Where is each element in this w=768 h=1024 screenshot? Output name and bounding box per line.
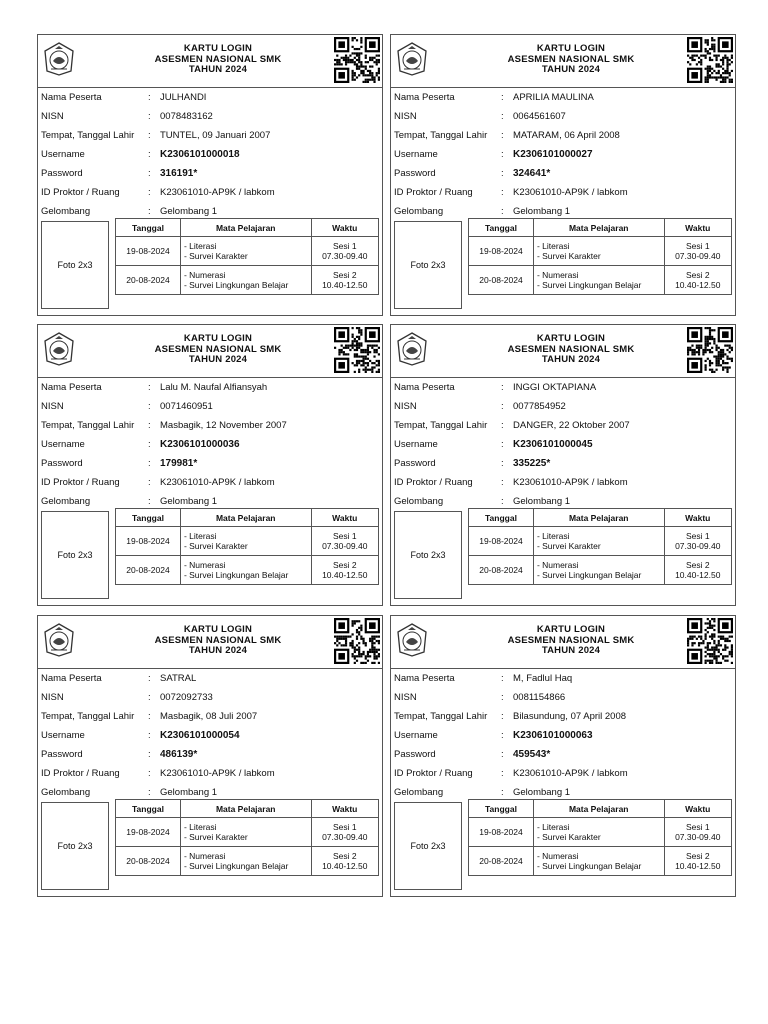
schedule-row bbox=[116, 556, 379, 585]
gelombang-value: Gelombang 1 bbox=[513, 787, 571, 798]
card-title-line1: KARTU LOGIN bbox=[183, 333, 253, 344]
schedule-subject: - Literasi - Survei Karakter bbox=[533, 237, 664, 266]
schedule-header-cell: Mata Pelajaran bbox=[533, 800, 664, 818]
card-title-line3: TAHUN 2024 bbox=[541, 645, 601, 656]
card-header bbox=[391, 616, 735, 669]
password-value: 324641* bbox=[513, 168, 551, 179]
logo bbox=[41, 41, 77, 77]
qr-code bbox=[334, 327, 380, 373]
card-title-line1: KARTU LOGIN bbox=[183, 43, 253, 54]
card-title-line3: TAHUN 2024 bbox=[541, 64, 601, 75]
schedule-date: 20-08-2024 bbox=[116, 556, 181, 585]
colon: : bbox=[148, 496, 151, 507]
qr-code-icon bbox=[334, 618, 380, 664]
tempat-tanggal-lahir-label: Tempat, Tanggal Lahir bbox=[394, 420, 488, 431]
id-proktor-ruang-label: ID Proktor / Ruang bbox=[41, 477, 120, 488]
schedule-subject: - Literasi - Survei Karakter bbox=[180, 237, 311, 266]
colon: : bbox=[501, 401, 504, 412]
colon: : bbox=[148, 401, 151, 412]
qr-code-icon bbox=[334, 37, 380, 83]
card-title bbox=[461, 625, 681, 657]
schedule-date: 19-08-2024 bbox=[116, 818, 181, 847]
colon: : bbox=[501, 673, 504, 684]
username-label: Username bbox=[41, 149, 85, 160]
schedule-time: Sesi 1 07.30-09.40 bbox=[311, 818, 379, 847]
colon: : bbox=[148, 711, 151, 722]
schedule-time: Sesi 2 10.40-12.50 bbox=[311, 266, 379, 295]
colon: : bbox=[148, 206, 151, 217]
nisn-value: 0064561607 bbox=[513, 111, 566, 122]
schedule-header-cell: Mata Pelajaran bbox=[533, 219, 664, 237]
colon: : bbox=[148, 111, 151, 122]
card-title-line2: ASESMEN NASIONAL SMK bbox=[154, 634, 282, 646]
schedule-subject: - Numerasi - Survei Lingkungan Belajar bbox=[180, 847, 311, 876]
schedule-header-cell: Tanggal bbox=[469, 219, 534, 237]
gelombang-value: Gelombang 1 bbox=[160, 206, 218, 217]
schedule-header-cell: Tanggal bbox=[469, 800, 534, 818]
logo bbox=[41, 622, 77, 658]
colon: : bbox=[501, 149, 504, 160]
schedule-subject: - Numerasi - Survei Lingkungan Belajar bbox=[533, 847, 664, 876]
logo bbox=[394, 331, 430, 367]
schedule-row bbox=[469, 847, 732, 876]
nisn-value: 0072092733 bbox=[160, 692, 213, 703]
schedule-header-cell: Tanggal bbox=[469, 509, 534, 527]
card-title bbox=[461, 44, 681, 76]
schedule-header-cell: Tanggal bbox=[116, 219, 181, 237]
schedule-subject: - Literasi - Survei Karakter bbox=[533, 818, 664, 847]
colon: : bbox=[148, 382, 151, 393]
schedule-time: Sesi 1 07.30-09.40 bbox=[664, 527, 732, 556]
nama-peserta-label: Nama Peserta bbox=[41, 382, 102, 393]
colon: : bbox=[501, 439, 504, 450]
schedule-date: 19-08-2024 bbox=[469, 818, 534, 847]
logo bbox=[394, 622, 430, 658]
colon: : bbox=[148, 149, 151, 160]
schedule-time: Sesi 1 07.30-09.40 bbox=[311, 527, 379, 556]
password-value: 335225* bbox=[513, 458, 551, 469]
qr-code bbox=[334, 618, 380, 664]
password-label: Password bbox=[394, 749, 436, 760]
username-value: K2306101000045 bbox=[513, 439, 593, 450]
gelombang-label: Gelombang bbox=[41, 496, 91, 507]
logo bbox=[41, 331, 77, 367]
colon: : bbox=[148, 439, 151, 450]
qr-code-icon bbox=[687, 37, 733, 83]
qr-code-icon bbox=[687, 327, 733, 373]
schedule-subject: - Numerasi - Survei Lingkungan Belajar bbox=[180, 266, 311, 295]
colon: : bbox=[501, 92, 504, 103]
tempat-tanggal-lahir-label: Tempat, Tanggal Lahir bbox=[41, 130, 135, 141]
tempat-tanggal-lahir-label: Tempat, Tanggal Lahir bbox=[41, 711, 135, 722]
card-header bbox=[391, 325, 735, 378]
schedule-time: Sesi 1 07.30-09.40 bbox=[311, 237, 379, 266]
qr-code-icon bbox=[334, 327, 380, 373]
schedule-header-row bbox=[116, 219, 379, 237]
schedule-header-row bbox=[116, 509, 379, 527]
colon: : bbox=[148, 420, 151, 431]
colon: : bbox=[501, 420, 504, 431]
username-label: Username bbox=[394, 149, 438, 160]
colon: : bbox=[148, 168, 151, 179]
nama-peserta-label: Nama Peserta bbox=[394, 92, 455, 103]
id-proktor-ruang-value: K23061010-AP9K / labkom bbox=[513, 768, 628, 779]
colon: : bbox=[501, 477, 504, 488]
gelombang-value: Gelombang 1 bbox=[160, 496, 218, 507]
colon: : bbox=[501, 382, 504, 393]
colon: : bbox=[148, 768, 151, 779]
schedule-date: 19-08-2024 bbox=[469, 527, 534, 556]
password-label: Password bbox=[41, 168, 83, 179]
colon: : bbox=[501, 130, 504, 141]
schedule-header-cell: Tanggal bbox=[116, 509, 181, 527]
card-title-line2: ASESMEN NASIONAL SMK bbox=[507, 634, 635, 646]
schedule-subject: - Literasi - Survei Karakter bbox=[180, 818, 311, 847]
schedule-row bbox=[469, 527, 732, 556]
schedule-subject: - Numerasi - Survei Lingkungan Belajar bbox=[180, 556, 311, 585]
tut-wuri-logo-icon bbox=[394, 622, 430, 658]
id-proktor-ruang-label: ID Proktor / Ruang bbox=[41, 768, 120, 779]
colon: : bbox=[148, 130, 151, 141]
schedule-header-cell: Mata Pelajaran bbox=[180, 800, 311, 818]
tempat-tanggal-lahir-value: DANGER, 22 Oktober 2007 bbox=[513, 420, 630, 431]
id-proktor-ruang-value: K23061010-AP9K / labkom bbox=[160, 768, 275, 779]
card-title-line2: ASESMEN NASIONAL SMK bbox=[154, 343, 282, 355]
nisn-value: 0077854952 bbox=[513, 401, 566, 412]
password-label: Password bbox=[394, 458, 436, 469]
login-card bbox=[37, 34, 383, 316]
schedule-header-cell: Mata Pelajaran bbox=[533, 509, 664, 527]
nisn-value: 0081154866 bbox=[513, 692, 566, 703]
tut-wuri-logo-icon bbox=[41, 41, 77, 77]
schedule-subject: - Literasi - Survei Karakter bbox=[180, 527, 311, 556]
card-title-line3: TAHUN 2024 bbox=[188, 354, 248, 365]
gelombang-label: Gelombang bbox=[394, 496, 444, 507]
qr-code bbox=[687, 37, 733, 83]
id-proktor-ruang-value: K23061010-AP9K / labkom bbox=[160, 477, 275, 488]
schedule-subject: - Literasi - Survei Karakter bbox=[533, 527, 664, 556]
id-proktor-ruang-label: ID Proktor / Ruang bbox=[41, 187, 120, 198]
nisn-value: 0078483162 bbox=[160, 111, 213, 122]
colon: : bbox=[148, 787, 151, 798]
username-label: Username bbox=[394, 439, 438, 450]
colon: : bbox=[501, 711, 504, 722]
nama-peserta-label: Nama Peserta bbox=[41, 673, 102, 684]
card-header bbox=[38, 35, 382, 88]
tut-wuri-logo-icon bbox=[394, 41, 430, 77]
colon: : bbox=[501, 496, 504, 507]
id-proktor-ruang-label: ID Proktor / Ruang bbox=[394, 187, 473, 198]
gelombang-value: Gelombang 1 bbox=[513, 496, 571, 507]
schedule-subject: - Numerasi - Survei Lingkungan Belajar bbox=[533, 556, 664, 585]
nama-peserta-label: Nama Peserta bbox=[394, 382, 455, 393]
nisn-label: NISN bbox=[41, 111, 64, 122]
tempat-tanggal-lahir-value: Bilasundung, 07 April 2008 bbox=[513, 711, 627, 722]
schedule-date: 20-08-2024 bbox=[116, 266, 181, 295]
schedule-date: 20-08-2024 bbox=[116, 847, 181, 876]
password-value: 459543* bbox=[513, 749, 551, 760]
password-label: Password bbox=[41, 749, 83, 760]
gelombang-label: Gelombang bbox=[394, 787, 444, 798]
photo-placeholder: Foto 2x3 bbox=[394, 221, 462, 309]
card-title bbox=[108, 44, 328, 76]
schedule-time: Sesi 1 07.30-09.40 bbox=[664, 818, 732, 847]
schedule-header-cell: Tanggal bbox=[116, 800, 181, 818]
schedule-table bbox=[468, 799, 732, 876]
colon: : bbox=[501, 187, 504, 198]
card-title bbox=[108, 334, 328, 366]
nisn-label: NISN bbox=[41, 692, 64, 703]
nisn-label: NISN bbox=[394, 692, 417, 703]
photo-placeholder: Foto 2x3 bbox=[41, 802, 109, 890]
schedule-header-cell: Waktu bbox=[664, 509, 732, 527]
colon: : bbox=[501, 692, 504, 703]
photo-placeholder: Foto 2x3 bbox=[394, 802, 462, 890]
colon: : bbox=[501, 206, 504, 217]
tempat-tanggal-lahir-label: Tempat, Tanggal Lahir bbox=[41, 420, 135, 431]
schedule-header-row bbox=[469, 509, 732, 527]
username-value: K2306101000063 bbox=[513, 730, 593, 741]
colon: : bbox=[148, 730, 151, 741]
id-proktor-ruang-value: K23061010-AP9K / labkom bbox=[513, 477, 628, 488]
password-value: 179981* bbox=[160, 458, 198, 469]
username-value: K2306101000027 bbox=[513, 149, 593, 160]
qr-code bbox=[687, 618, 733, 664]
card-title-line2: ASESMEN NASIONAL SMK bbox=[507, 53, 635, 65]
card-title-line2: ASESMEN NASIONAL SMK bbox=[507, 343, 635, 355]
colon: : bbox=[501, 458, 504, 469]
login-card bbox=[390, 615, 736, 897]
schedule-time: Sesi 2 10.40-12.50 bbox=[664, 847, 732, 876]
schedule-row bbox=[116, 847, 379, 876]
colon: : bbox=[501, 768, 504, 779]
schedule-table bbox=[115, 218, 379, 295]
schedule-table bbox=[468, 218, 732, 295]
schedule-table bbox=[468, 508, 732, 585]
password-label: Password bbox=[41, 458, 83, 469]
password-value: 316191* bbox=[160, 168, 198, 179]
nisn-label: NISN bbox=[394, 111, 417, 122]
nama-peserta-value: M, Fadlul Haq bbox=[513, 673, 573, 684]
colon: : bbox=[148, 477, 151, 488]
login-card bbox=[37, 615, 383, 897]
tut-wuri-logo-icon bbox=[394, 331, 430, 367]
tempat-tanggal-lahir-label: Tempat, Tanggal Lahir bbox=[394, 711, 488, 722]
schedule-date: 19-08-2024 bbox=[116, 237, 181, 266]
schedule-table bbox=[115, 799, 379, 876]
schedule-date: 20-08-2024 bbox=[469, 266, 534, 295]
schedule-time: Sesi 2 10.40-12.50 bbox=[664, 266, 732, 295]
password-value: 486139* bbox=[160, 749, 198, 760]
card-title-line2: ASESMEN NASIONAL SMK bbox=[154, 53, 282, 65]
username-label: Username bbox=[394, 730, 438, 741]
card-title-line1: KARTU LOGIN bbox=[536, 624, 606, 635]
nama-peserta-value: INGGI OKTAPIANA bbox=[513, 382, 597, 393]
card-title-line1: KARTU LOGIN bbox=[536, 43, 606, 54]
card-header bbox=[391, 35, 735, 88]
nama-peserta-value: APRILIA MAULINA bbox=[513, 92, 594, 103]
schedule-row bbox=[469, 237, 732, 266]
nisn-label: NISN bbox=[41, 401, 64, 412]
schedule-row bbox=[469, 818, 732, 847]
schedule-header-cell: Waktu bbox=[311, 800, 379, 818]
tempat-tanggal-lahir-value: Masbagik, 08 Juli 2007 bbox=[160, 711, 258, 722]
schedule-row bbox=[116, 818, 379, 847]
id-proktor-ruang-label: ID Proktor / Ruang bbox=[394, 477, 473, 488]
schedule-time: Sesi 2 10.40-12.50 bbox=[311, 556, 379, 585]
nama-peserta-value: JULHANDI bbox=[160, 92, 207, 103]
card-title bbox=[108, 625, 328, 657]
colon: : bbox=[501, 730, 504, 741]
schedule-time: Sesi 2 10.40-12.50 bbox=[664, 556, 732, 585]
id-proktor-ruang-value: K23061010-AP9K / labkom bbox=[160, 187, 275, 198]
photo-placeholder: Foto 2x3 bbox=[394, 511, 462, 599]
colon: : bbox=[148, 187, 151, 198]
photo-placeholder: Foto 2x3 bbox=[41, 511, 109, 599]
qr-code bbox=[687, 327, 733, 373]
card-title-line1: KARTU LOGIN bbox=[183, 624, 253, 635]
colon: : bbox=[501, 749, 504, 760]
schedule-header-cell: Mata Pelajaran bbox=[180, 509, 311, 527]
password-label: Password bbox=[394, 168, 436, 179]
username-label: Username bbox=[41, 439, 85, 450]
tempat-tanggal-lahir-value: MATARAM, 06 April 2008 bbox=[513, 130, 620, 141]
nisn-value: 0071460951 bbox=[160, 401, 213, 412]
schedule-time: Sesi 1 07.30-09.40 bbox=[664, 237, 732, 266]
card-header bbox=[38, 325, 382, 378]
username-value: K2306101000018 bbox=[160, 149, 240, 160]
username-value: K2306101000054 bbox=[160, 730, 240, 741]
schedule-header-cell: Mata Pelajaran bbox=[180, 219, 311, 237]
schedule-date: 20-08-2024 bbox=[469, 847, 534, 876]
logo bbox=[394, 41, 430, 77]
tut-wuri-logo-icon bbox=[41, 622, 77, 658]
schedule-time: Sesi 2 10.40-12.50 bbox=[311, 847, 379, 876]
qr-code bbox=[334, 37, 380, 83]
schedule-header-row bbox=[469, 219, 732, 237]
schedule-row bbox=[116, 527, 379, 556]
tempat-tanggal-lahir-label: Tempat, Tanggal Lahir bbox=[394, 130, 488, 141]
schedule-table bbox=[115, 508, 379, 585]
colon: : bbox=[148, 749, 151, 760]
login-card bbox=[37, 324, 383, 606]
login-card bbox=[390, 34, 736, 316]
schedule-subject: - Numerasi - Survei Lingkungan Belajar bbox=[533, 266, 664, 295]
nama-peserta-value: Lalu M. Naufal Alfiansyah bbox=[160, 382, 268, 393]
schedule-date: 20-08-2024 bbox=[469, 556, 534, 585]
qr-code-icon bbox=[687, 618, 733, 664]
card-header bbox=[38, 616, 382, 669]
schedule-date: 19-08-2024 bbox=[116, 527, 181, 556]
gelombang-label: Gelombang bbox=[394, 206, 444, 217]
username-label: Username bbox=[41, 730, 85, 741]
colon: : bbox=[501, 111, 504, 122]
nama-peserta-label: Nama Peserta bbox=[41, 92, 102, 103]
card-title-line3: TAHUN 2024 bbox=[541, 354, 601, 365]
gelombang-label: Gelombang bbox=[41, 206, 91, 217]
tut-wuri-logo-icon bbox=[41, 331, 77, 367]
card-title-line1: KARTU LOGIN bbox=[536, 333, 606, 344]
schedule-row bbox=[469, 266, 732, 295]
colon: : bbox=[501, 168, 504, 179]
gelombang-value: Gelombang 1 bbox=[513, 206, 571, 217]
tempat-tanggal-lahir-value: Masbagik, 12 November 2007 bbox=[160, 420, 287, 431]
schedule-header-cell: Waktu bbox=[311, 219, 379, 237]
card-title-line3: TAHUN 2024 bbox=[188, 64, 248, 75]
colon: : bbox=[148, 92, 151, 103]
schedule-header-cell: Waktu bbox=[664, 800, 732, 818]
login-card bbox=[390, 324, 736, 606]
nama-peserta-label: Nama Peserta bbox=[394, 673, 455, 684]
schedule-row bbox=[116, 237, 379, 266]
colon: : bbox=[148, 692, 151, 703]
colon: : bbox=[148, 673, 151, 684]
colon: : bbox=[501, 787, 504, 798]
schedule-row bbox=[469, 556, 732, 585]
schedule-header-cell: Waktu bbox=[311, 509, 379, 527]
gelombang-label: Gelombang bbox=[41, 787, 91, 798]
card-title-line3: TAHUN 2024 bbox=[188, 645, 248, 656]
schedule-header-cell: Waktu bbox=[664, 219, 732, 237]
nama-peserta-value: SATRAL bbox=[160, 673, 197, 684]
colon: : bbox=[148, 458, 151, 469]
username-value: K2306101000036 bbox=[160, 439, 240, 450]
schedule-date: 19-08-2024 bbox=[469, 237, 534, 266]
schedule-row bbox=[116, 266, 379, 295]
gelombang-value: Gelombang 1 bbox=[160, 787, 218, 798]
id-proktor-ruang-label: ID Proktor / Ruang bbox=[394, 768, 473, 779]
schedule-header-row bbox=[469, 800, 732, 818]
photo-placeholder: Foto 2x3 bbox=[41, 221, 109, 309]
tempat-tanggal-lahir-value: TUNTEL, 09 Januari 2007 bbox=[160, 130, 271, 141]
id-proktor-ruang-value: K23061010-AP9K / labkom bbox=[513, 187, 628, 198]
schedule-header-row bbox=[116, 800, 379, 818]
nisn-label: NISN bbox=[394, 401, 417, 412]
card-title bbox=[461, 334, 681, 366]
